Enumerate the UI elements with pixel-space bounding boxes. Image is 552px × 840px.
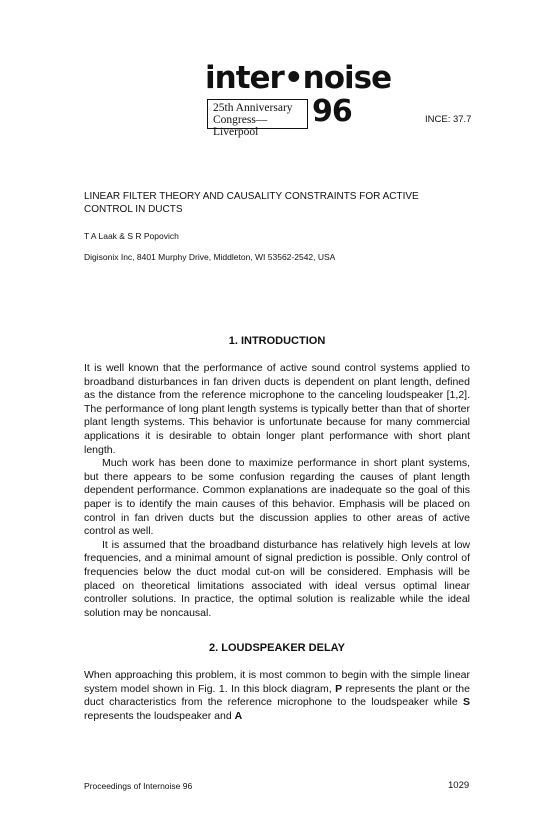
conference-logo-box	[207, 99, 308, 138]
intro-paragraph-3: It is assumed that the broadband disturbance has relatively high levels at low frequencies, and a minimal amount of signal prediction is possible. Only control of frequencies below the duct modal cut-on will be considered. Emphasis will be placed on theoretical limitations associated with ideal versus optimal linear controller solutions. In practice, the optimal solution is realizable while the ideal solution may be noncausal.	[84, 538, 470, 619]
paper-title-line1: LINEAR FILTER THEORY AND CAUSALITY CONSTRAINTS FOR ACTIVE	[84, 191, 419, 202]
symbol-s: S	[462, 696, 470, 709]
logo-box-line2: Congress—Liverpool	[213, 114, 268, 138]
authors: T A Laak & S R Popovich	[84, 231, 179, 241]
intro-paragraph-1: It is well known that the performance of active sound control systems applied to broadband disturbances in fan driven ducts is dependent on plant length, defined as the distance from the reference microphone to the canceling loudspeaker [1,2]. The performance of long plant length systems is typically better than that of shorter plant length systems. This behavior is unfortunate because for many commercial applications it is desirable to obtain longer plant performance with short plant length.	[84, 362, 470, 456]
text-run: represents the plant or the duct characteristics from the reference microphone to the loudspeaker while	[84, 682, 470, 709]
page-number: 1029	[448, 780, 470, 791]
section-introduction-body	[84, 362, 470, 620]
paper-title-line2: CONTROL IN DUCTS	[84, 204, 183, 215]
text-run: When approaching this problem, it is most common to begin with the simple linear system model shown in Fig. 1. In this block diagram,	[84, 669, 470, 695]
section-heading-loudspeaker-delay: 2. LOUDSPEAKER DELAY	[209, 642, 345, 654]
affiliation: Digisonix Inc, 8401 Murphy Drive, Middleton, WI 53562-2542, USA	[84, 252, 336, 262]
symbol-a: A	[234, 709, 243, 722]
intro-paragraph-2: Much work has been done to maximize performance in short plant systems, but there appears to be some confusion regarding the causes of plant length dependent performance. Common explanations are inadequate so the goal of this paper is to identify the main causes of this behavior. Emphasis will be placed on control in fan driven ducts but the discussion applies to other areas of active control as well.	[84, 457, 470, 538]
paper-title	[84, 190, 464, 216]
section-heading-introduction: 1. INTRODUCTION	[228, 335, 326, 347]
paper-id: INCE: 37.7	[425, 114, 472, 125]
footer-proceedings: Proceedings of Internoise 96	[84, 781, 193, 791]
text-run: represents the loudspeaker and	[84, 709, 235, 722]
loudspeaker-paragraph-1	[84, 669, 470, 723]
logo-box-line1: 25th Anniversary	[213, 102, 293, 114]
symbol-p: P	[335, 682, 343, 695]
conference-logo-wordmark: inter•noise	[205, 60, 392, 96]
section-loudspeaker-delay-body	[84, 669, 470, 723]
conference-logo-year: 96	[312, 94, 352, 129]
